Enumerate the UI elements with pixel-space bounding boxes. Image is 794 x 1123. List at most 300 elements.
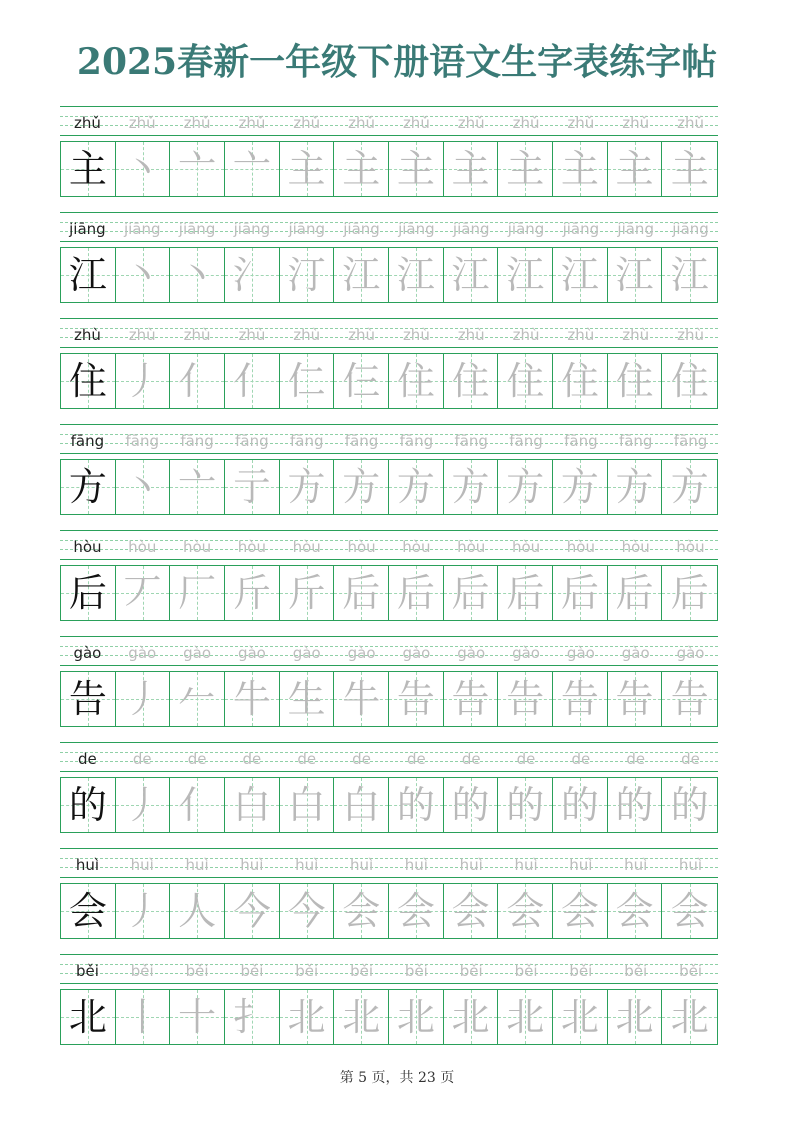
pinyin-trace: de	[516, 750, 536, 768]
character-grid	[60, 459, 718, 515]
trace-cell	[334, 354, 389, 408]
trace-cell	[389, 990, 444, 1044]
pinyin-trace: de	[187, 750, 207, 768]
pinyin-label: zhǔ	[73, 114, 101, 132]
stroke-order-character: 住	[451, 359, 490, 403]
stroke-order-character: 生	[287, 677, 326, 721]
pinyin-trace: de	[681, 750, 700, 768]
stroke-order-character: 白	[342, 783, 381, 827]
trace-cell	[170, 884, 225, 938]
trace-cell	[444, 248, 499, 302]
trace-cell	[444, 566, 499, 620]
model-cell	[61, 354, 116, 408]
pinyin-trace: zhǔ	[348, 114, 375, 132]
stroke-order-character: 江	[615, 253, 654, 297]
trace-cell	[225, 460, 280, 514]
trace-cell	[608, 884, 663, 938]
trace-cell	[225, 884, 280, 938]
stroke-order-character: 丆	[123, 571, 162, 615]
model-cell	[61, 142, 116, 196]
stroke-order-character: 北	[396, 995, 435, 1039]
trace-cell	[389, 248, 444, 302]
character-grid	[60, 141, 718, 197]
stroke-order-character: 方	[396, 465, 435, 509]
stroke-order-character: 主	[396, 147, 435, 191]
trace-cell	[498, 248, 553, 302]
stroke-order-character: 的	[560, 783, 599, 827]
trace-cell	[334, 778, 389, 832]
trace-cell	[498, 460, 553, 514]
pinyin-trace: běi	[185, 962, 209, 980]
pinyin-trace: běi	[404, 962, 428, 980]
trace-cell	[225, 248, 280, 302]
stroke-order-character: 丿	[123, 677, 162, 721]
trace-cell	[225, 142, 280, 196]
pinyin-trace: zhǔ	[567, 114, 595, 132]
trace-cell	[553, 142, 608, 196]
pinyin-trace: jiāng	[452, 220, 490, 238]
pinyin-trace: gào	[128, 644, 157, 662]
model-character: 的	[68, 783, 107, 827]
stroke-order-character: 丿	[123, 889, 162, 933]
stroke-order-character: 丶	[123, 465, 162, 509]
model-cell	[61, 248, 116, 302]
pinyin-trace: huì	[514, 856, 538, 874]
pinyin-trace: hòu	[676, 538, 705, 556]
pinyin-label: fāng	[70, 432, 105, 450]
pinyin-trace: běi	[569, 962, 593, 980]
model-cell	[61, 672, 116, 726]
pinyin-trace: huì	[624, 856, 648, 874]
pinyin-trace: zhǔ	[402, 114, 430, 132]
stroke-order-character: 后	[342, 571, 381, 615]
model-character: 告	[68, 677, 107, 721]
trace-cell	[170, 566, 225, 620]
trace-cell	[225, 672, 280, 726]
practice-row	[60, 742, 718, 848]
pinyin-trace: zhù	[183, 326, 211, 344]
stroke-order-character: 人	[178, 889, 217, 933]
pinyin-trace: de	[132, 750, 152, 768]
trace-cell	[553, 778, 608, 832]
stroke-order-character: 斤	[287, 571, 326, 615]
pinyin-trace: huì	[459, 856, 483, 874]
pinyin-trace: zhù	[677, 326, 704, 344]
stroke-order-character: 告	[396, 677, 435, 721]
pinyin-trace: huì	[185, 856, 209, 874]
pinyin-trace: fāng	[180, 432, 214, 450]
pinyin-trace: běi	[624, 962, 648, 980]
model-character: 江	[68, 253, 107, 297]
model-cell	[61, 566, 116, 620]
pinyin-trace: jiāng	[178, 220, 216, 238]
trace-character: 主	[670, 147, 709, 191]
trace-cell	[608, 142, 663, 196]
stroke-order-character: 亍	[232, 465, 271, 509]
trace-cell	[662, 990, 717, 1044]
character-grid	[60, 247, 718, 303]
trace-cell	[608, 354, 663, 408]
pinyin-trace: zhǔ	[238, 114, 266, 132]
character-grid	[60, 883, 718, 939]
trace-character: 北	[670, 995, 709, 1039]
pinyin-trace: hòu	[621, 538, 650, 556]
stroke-order-character: 方	[560, 465, 599, 509]
trace-character: 的	[670, 783, 709, 827]
pinyin-trace: de	[407, 750, 426, 768]
stroke-order-character: 十	[178, 995, 217, 1039]
trace-cell	[334, 566, 389, 620]
trace-cell	[280, 354, 335, 408]
pinyin-trace: jiāng	[617, 220, 654, 238]
pinyin-trace: de	[297, 750, 317, 768]
practice-row	[60, 318, 718, 424]
trace-cell	[608, 990, 663, 1044]
page-title: 2025春新一年级下册语文生字表练字帖	[76, 41, 718, 83]
pinyin-trace: hòu	[237, 538, 266, 556]
trace-cell	[498, 142, 553, 196]
pinyin-trace: gào	[512, 644, 540, 662]
trace-cell	[608, 672, 663, 726]
trace-cell	[662, 672, 717, 726]
trace-cell	[116, 142, 171, 196]
trace-character: 后	[670, 571, 709, 615]
stroke-order-character: 牛	[342, 677, 381, 721]
pinyin-trace: jiāng	[343, 220, 380, 238]
stroke-order-character: 主	[287, 147, 326, 191]
stroke-order-character: 白	[232, 783, 271, 827]
trace-cell	[444, 778, 499, 832]
trace-cell	[225, 778, 280, 832]
trace-cell	[444, 884, 499, 938]
trace-cell	[444, 354, 499, 408]
trace-cell	[116, 354, 171, 408]
trace-cell	[662, 248, 717, 302]
stroke-order-character: 主	[615, 147, 654, 191]
stroke-order-character: 氵	[232, 253, 271, 297]
stroke-order-character: 北	[615, 995, 654, 1039]
model-cell	[61, 884, 116, 938]
stroke-order-character: 后	[560, 571, 599, 615]
practice-row	[60, 106, 718, 212]
trace-cell	[170, 778, 225, 832]
stroke-order-character: 告	[615, 677, 654, 721]
trace-cell	[280, 566, 335, 620]
practice-row	[60, 212, 718, 318]
pinyin-trace: gào	[292, 644, 321, 662]
stroke-order-character: 亻	[178, 359, 217, 403]
pinyin-trace: jiāng	[507, 220, 545, 238]
trace-character: 江	[670, 253, 709, 297]
trace-character: 告	[670, 677, 709, 721]
pinyin-trace: fāng	[125, 432, 159, 450]
stroke-order-character: 仨	[342, 359, 381, 403]
pinyin-trace: fāng	[509, 432, 543, 450]
stroke-order-character: 的	[396, 783, 435, 827]
trace-cell	[116, 990, 171, 1044]
stroke-order-character: 的	[615, 783, 654, 827]
stroke-order-character: 亻	[178, 783, 217, 827]
pinyin-trace: gào	[621, 644, 650, 662]
pinyin-trace: běi	[679, 962, 702, 980]
stroke-order-character: 北	[506, 995, 545, 1039]
trace-cell	[608, 778, 663, 832]
stroke-order-character: 牛	[232, 677, 271, 721]
pinyin-label: hòu	[73, 538, 102, 556]
stroke-order-character: 会	[506, 889, 545, 933]
stroke-order-character: 斤	[232, 571, 271, 615]
pinyin-trace: gào	[347, 644, 376, 662]
pinyin-trace: de	[571, 750, 591, 768]
stroke-order-character: 主	[506, 147, 545, 191]
stroke-order-character: 汀	[287, 253, 326, 297]
trace-cell	[553, 566, 608, 620]
stroke-order-character: 亠	[178, 465, 217, 509]
trace-cell	[608, 248, 663, 302]
stroke-order-character: 今	[287, 889, 326, 933]
trace-cell	[280, 142, 335, 196]
trace-cell	[389, 566, 444, 620]
pinyin-trace: gào	[566, 644, 595, 662]
stroke-order-character: 住	[396, 359, 435, 403]
model-character: 会	[68, 889, 107, 933]
trace-cell	[334, 884, 389, 938]
pinyin-trace: zhù	[402, 326, 430, 344]
trace-cell	[662, 566, 717, 620]
stroke-order-character: 𠂉	[178, 677, 217, 721]
pinyin-trace: huì	[130, 856, 154, 874]
character-grid	[60, 989, 718, 1045]
stroke-order-character: 会	[560, 889, 599, 933]
trace-cell	[334, 460, 389, 514]
pinyin-trace: huì	[569, 856, 593, 874]
stroke-order-character: 主	[451, 147, 490, 191]
pinyin-trace: zhù	[457, 326, 485, 344]
trace-cell	[170, 248, 225, 302]
stroke-order-character: 江	[560, 253, 599, 297]
trace-character: 方	[670, 465, 709, 509]
trace-cell	[498, 672, 553, 726]
pinyin-trace: zhù	[238, 326, 266, 344]
trace-cell	[389, 142, 444, 196]
pinyin-label: zhù	[73, 326, 101, 344]
model-character: 主	[68, 147, 107, 191]
pinyin-trace: hòu	[402, 538, 431, 556]
model-character: 后	[68, 571, 107, 615]
trace-cell	[225, 990, 280, 1044]
pinyin-label: gào	[73, 644, 102, 662]
stroke-order-character: 会	[615, 889, 654, 933]
pinyin-trace: hòu	[566, 538, 595, 556]
stroke-order-character: 方	[287, 465, 326, 509]
pinyin-trace: fāng	[564, 432, 598, 450]
pinyin-trace: zhù	[348, 326, 375, 344]
pinyin-trace: huì	[678, 856, 703, 874]
trace-cell	[280, 884, 335, 938]
pinyin-trace: fāng	[399, 432, 434, 450]
stroke-order-character: 告	[506, 677, 545, 721]
trace-cell	[553, 248, 608, 302]
trace-cell	[498, 778, 553, 832]
stroke-order-character: 北	[342, 995, 381, 1039]
stroke-order-character: 后	[396, 571, 435, 615]
trace-cell	[662, 778, 717, 832]
trace-cell	[498, 354, 553, 408]
trace-cell	[280, 672, 335, 726]
stroke-order-character: 北	[287, 995, 326, 1039]
model-character: 北	[68, 995, 107, 1039]
trace-cell	[662, 884, 717, 938]
pinyin-trace: zhǔ	[293, 114, 321, 132]
pinyin-trace: hòu	[182, 538, 212, 556]
pinyin-trace: běi	[240, 962, 264, 980]
trace-cell	[170, 672, 225, 726]
trace-cell	[280, 990, 335, 1044]
trace-character: 住	[670, 359, 709, 403]
practice-row	[60, 530, 718, 636]
stroke-order-character: 方	[615, 465, 654, 509]
practice-row	[60, 954, 718, 1060]
stroke-order-character: 后	[451, 571, 490, 615]
trace-cell	[334, 248, 389, 302]
pinyin-trace: huì	[240, 856, 264, 874]
trace-cell	[280, 460, 335, 514]
pinyin-trace: gào	[457, 644, 486, 662]
pinyin-trace: jiāng	[123, 220, 161, 238]
stroke-order-character: 方	[451, 465, 490, 509]
pinyin-trace: de	[461, 750, 481, 768]
stroke-order-character: 今	[232, 889, 271, 933]
trace-cell	[170, 354, 225, 408]
pinyin-trace: hòu	[347, 538, 376, 556]
practice-row	[60, 848, 718, 954]
trace-cell	[116, 778, 171, 832]
pinyin-trace: gào	[676, 644, 705, 662]
stroke-order-character: 亠	[232, 147, 271, 191]
stroke-order-character: 告	[451, 677, 490, 721]
pinyin-trace: fāng	[344, 432, 379, 450]
pinyin-trace: huì	[295, 856, 319, 874]
practice-row	[60, 424, 718, 530]
pinyin-trace: fāng	[289, 432, 324, 450]
trace-cell	[553, 460, 608, 514]
character-grid	[60, 353, 718, 409]
pinyin-trace: de	[352, 750, 371, 768]
stroke-order-character: 主	[560, 147, 599, 191]
stroke-order-character: 会	[451, 889, 490, 933]
trace-cell	[116, 248, 171, 302]
pinyin-trace: zhǔ	[183, 114, 211, 132]
pinyin-trace: jiāng	[233, 220, 271, 238]
stroke-order-character: 亠	[178, 147, 217, 191]
model-character: 方	[68, 465, 107, 509]
character-grid	[60, 565, 718, 621]
trace-cell	[389, 884, 444, 938]
trace-character: 会	[670, 889, 709, 933]
trace-cell	[444, 142, 499, 196]
stroke-order-character: 方	[342, 465, 381, 509]
pinyin-trace: de	[626, 750, 646, 768]
pinyin-trace: běi	[459, 962, 483, 980]
trace-cell	[280, 778, 335, 832]
pinyin-trace: hòu	[292, 538, 321, 556]
pinyin-trace: fāng	[673, 432, 708, 450]
trace-cell	[334, 672, 389, 726]
trace-cell	[553, 990, 608, 1044]
pinyin-trace: hòu	[128, 538, 157, 556]
pinyin-trace: zhǔ	[128, 114, 156, 132]
pinyin-trace: huì	[349, 856, 374, 874]
trace-cell	[662, 460, 717, 514]
model-character: 住	[68, 359, 107, 403]
model-cell	[61, 778, 116, 832]
trace-cell	[389, 778, 444, 832]
stroke-order-character: 会	[396, 889, 435, 933]
stroke-order-character: 后	[615, 571, 654, 615]
stroke-order-character: 住	[615, 359, 654, 403]
stroke-order-character: 丿	[123, 359, 162, 403]
pinyin-trace: zhǔ	[512, 114, 540, 132]
stroke-order-character: 丿	[123, 783, 162, 827]
pinyin-trace: hòu	[457, 538, 486, 556]
trace-cell	[444, 672, 499, 726]
pinyin-trace: zhù	[128, 326, 156, 344]
stroke-order-character: 主	[342, 147, 381, 191]
trace-cell	[170, 142, 225, 196]
pinyin-label: jiāng	[69, 220, 106, 238]
pinyin-label: de	[78, 750, 97, 768]
stroke-order-character: 扌	[232, 995, 271, 1039]
pinyin-trace: zhù	[567, 326, 595, 344]
trace-cell	[170, 460, 225, 514]
stroke-order-character: 丶	[123, 253, 162, 297]
stroke-order-character: 后	[506, 571, 545, 615]
trace-cell	[553, 672, 608, 726]
practice-row	[60, 636, 718, 742]
trace-cell	[608, 460, 663, 514]
pinyin-trace: zhù	[512, 326, 540, 344]
trace-cell	[553, 354, 608, 408]
pinyin-trace: huì	[404, 856, 428, 874]
pinyin-trace: jiāng	[672, 220, 709, 238]
stroke-order-character: 丨	[123, 995, 162, 1039]
trace-cell	[608, 566, 663, 620]
pinyin-trace: fāng	[454, 432, 488, 450]
pinyin-trace: gào	[183, 644, 212, 662]
trace-cell	[662, 354, 717, 408]
stroke-order-character: 住	[506, 359, 545, 403]
stroke-order-character: 丶	[178, 253, 217, 297]
page-number: 第 5 页，共 23 页	[339, 1070, 455, 1086]
trace-cell	[116, 672, 171, 726]
pinyin-trace: zhù	[622, 326, 650, 344]
pinyin-trace: fāng	[618, 432, 653, 450]
stroke-order-character: 丶	[123, 147, 162, 191]
stroke-order-character: 白	[287, 783, 326, 827]
pinyin-trace: jiāng	[562, 220, 600, 238]
trace-cell	[334, 990, 389, 1044]
stroke-order-character: 江	[396, 253, 435, 297]
trace-cell	[334, 142, 389, 196]
trace-cell	[225, 354, 280, 408]
trace-cell	[498, 884, 553, 938]
trace-cell	[389, 672, 444, 726]
pinyin-trace: gào	[237, 644, 266, 662]
character-grid	[60, 671, 718, 727]
pinyin-trace: běi	[350, 962, 374, 980]
stroke-order-character: 告	[560, 677, 599, 721]
character-grid	[60, 777, 718, 833]
